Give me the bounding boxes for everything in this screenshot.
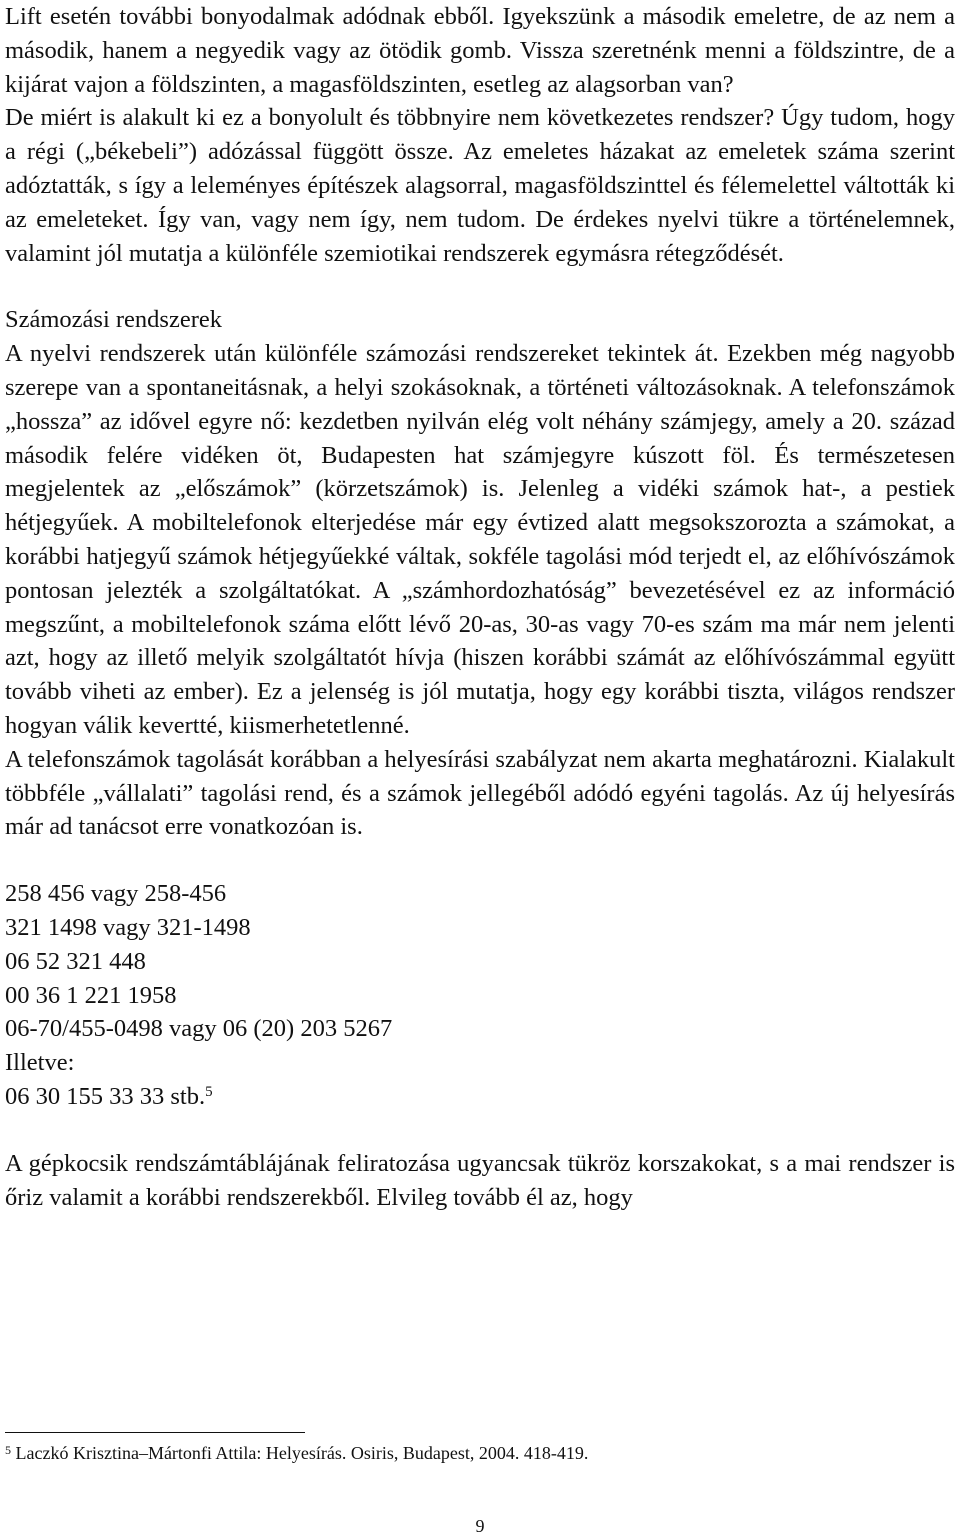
phone-number-examples: [5, 877, 955, 1114]
page-number: 9: [475, 1516, 485, 1536]
section-heading: Számozási rendszerek: [5, 306, 222, 334]
main-text: [5, 0, 955, 1214]
example-line: 321 1498 vagy 321-1498: [5, 913, 251, 941]
paragraph-license-plates: A gépkocsik rendszámtáblájának feliratozása ugyancsak tükröz korszakokat, s a mai rendszer is őriz valamit a korábbi rendszerekből. Elvileg tovább él az, hogy: [5, 1149, 955, 1211]
footnote-text: Laczkó Krisztina–Mártonfi Attila: Helyesírás. Osiris, Budapest, 2004. 418-419.: [11, 1443, 589, 1463]
spacer: [5, 1114, 955, 1147]
paragraph-lift: Lift esetén további bonyodalmak adódnak ebből. Igyekszünk a második emeletre, de az nem a második, hanem a negyedik vagy az ötödik gomb. Vissza szeretnénk menni a földszintre, de a kijárat vajon a földszinten, a magasföldszinten, esetleg az alagsorban van?: [5, 3, 955, 98]
footnote-reference[interactable]: 5: [205, 1083, 213, 1100]
example-text: 06 30 155 33 33 stb.: [5, 1082, 206, 1110]
example-line: 00 36 1 221 1958: [5, 981, 177, 1009]
footnote-marker: 5: [5, 1443, 11, 1457]
paragraph-phone-numbers: A nyelvi rendszerek után különféle számozási rendszereket tekintek át. Ezekben még nagyobb szerepe van a spontaneitásnak, a helyi szokásoknak, a történeti változásoknak. A telefonszámok „hossza” az idővel egyre nő: kezdetben nyilván elég volt néhány számjegy, amely a 20. század második felére vidéken öt, Budapesten hat számjegyre kúszott föl. És természetesen megjelentek az „előszámok” (körzetszámok) is. Jelenleg a vidéki számok hat-, a pestiek hétjegyűek. A mobiltelefonok elterjedése már egy évtized alatt megsokszorozta a számokat, a korábbi hatjegyű számok hétjegyűekké váltak, sokféle tagolási mód terjedt el, az előhívószámok pontosan jelezték a szolgáltatókat. A „számhordozhatóság” bevezetésével ez az információ megszűnt, a mobiltelefonok száma előtt lévő 20-as, 30-as vagy 70-es szám ma már nem jelenti azt, hogy az illető melyik szolgáltatót hívja (hiszen korábbi számát az előhívószámmal együtt tovább viheti az ember). Ez a jelenség is jól mutatja, hogy egy korábbi tiszta, világos rendszer hogyan válik kevertté, kiismerhetetlenné.: [5, 340, 955, 739]
example-line: 06-70/455-0498 vagy 06 (20) 203 5267: [5, 1015, 393, 1043]
spacer: [5, 844, 955, 877]
example-line-with-footnote: [5, 1080, 955, 1114]
spacer: [5, 270, 955, 303]
example-line: 06 52 321 448: [5, 947, 146, 975]
footnote: [5, 1441, 955, 1465]
footnote-divider: [5, 1432, 305, 1433]
paragraph-segmentation: A telefonszámok tagolását korábban a helyesírási szabályzat nem akarta meghatározni. Kialakult többféle „vállalati” tagolási rend, és a számok jellegéből adódó egyéni tagolás. Az új helyesírás már ad tanácsot erre vonatkozóan is.: [5, 745, 955, 841]
example-line: 258 456 vagy 258-456: [5, 880, 227, 908]
example-line: Illetve:: [5, 1049, 75, 1077]
paragraph-history: De miért is alakult ki ez a bonyolult és többnyire nem következetes rendszer? Úgy tudom, hogy a régi („békebeli”) adózással függött össze. Az emeletes házakat az emeletek száma szerint adóztatták, s így a leleményes építészek alagsorral, magasföldszinttel és félemelettel váltották ki az emeleteket. Így van, vagy nem így, nem tudom. De érdekes nyelvi tükre a történelemnek, valamint jól mutatja a különféle szemiotikai rendszerek egymásra rétegződését.: [5, 104, 955, 267]
